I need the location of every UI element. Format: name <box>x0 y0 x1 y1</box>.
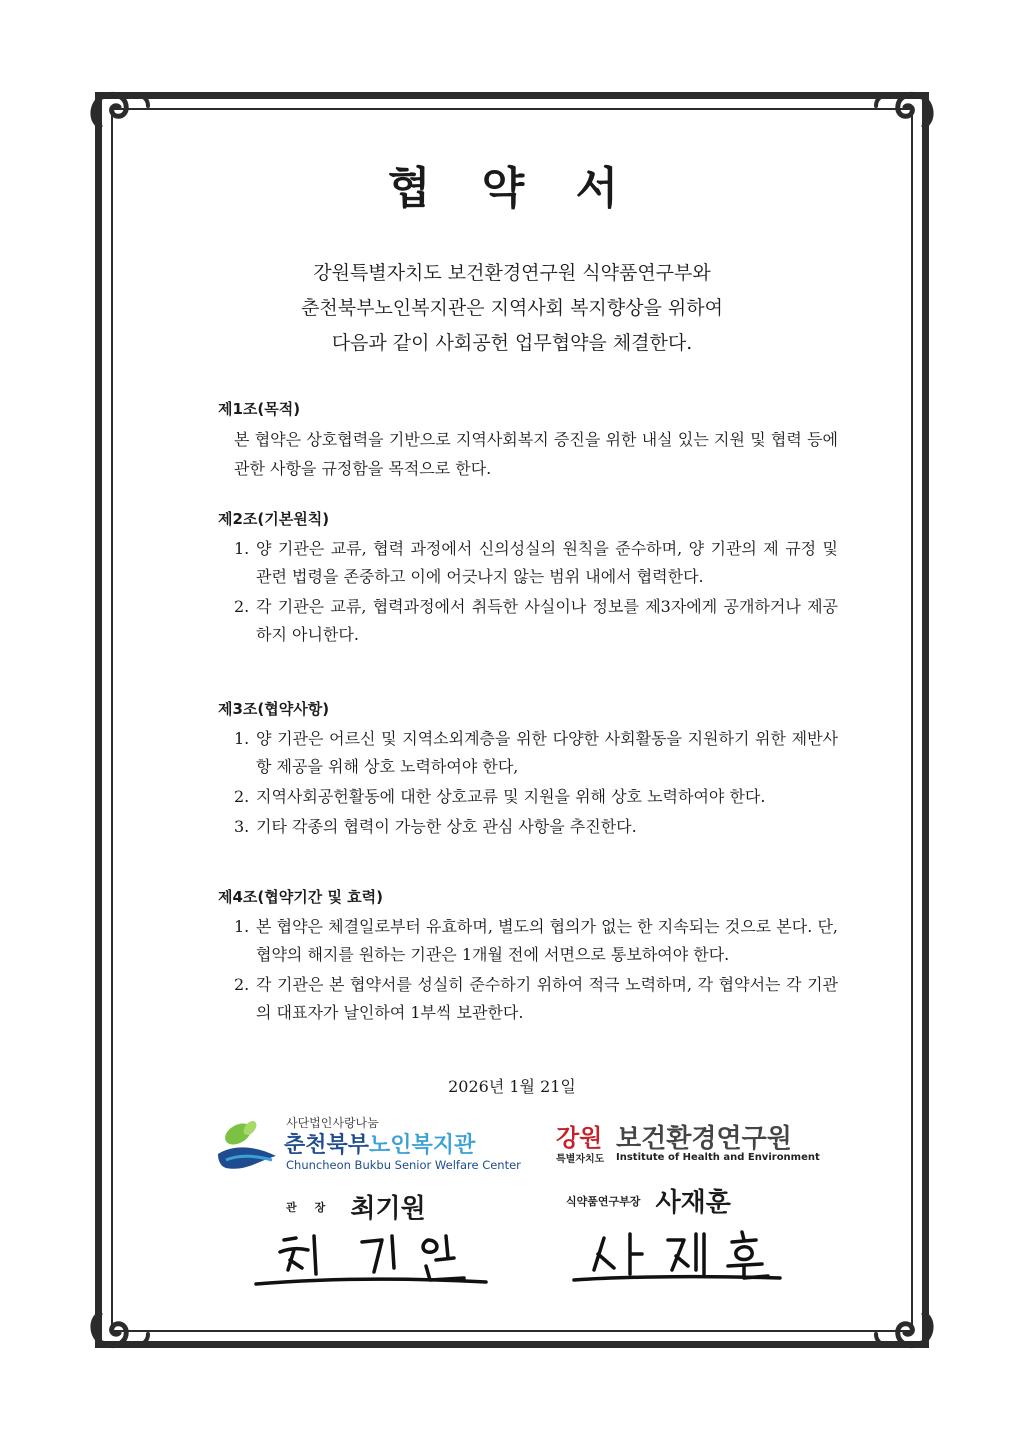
article-item <box>218 593 838 649</box>
item-number: 2. <box>234 787 250 806</box>
corner-ornament-icon <box>868 82 938 152</box>
item-text: 양 기관은 교류, 협력 과정에서 신의성실의 원칙을 준수하며, 양 기관의 제 규정 및 관련 법령을 존중하고 이에 어긋나지 않는 범위 내에서 협력한다. <box>256 539 838 586</box>
article-item <box>218 913 838 969</box>
article-1 <box>218 398 838 483</box>
left-signer <box>286 1188 426 1225</box>
article-4 <box>218 886 838 1029</box>
document-title: 협 약 서 <box>387 163 637 214</box>
item-number: 3. <box>234 817 250 836</box>
gangwon-mark-subtitle: 특별자치도 <box>556 1154 605 1165</box>
welfare-center-name <box>284 1128 475 1159</box>
article-3 <box>218 698 838 843</box>
agreement-date: 2026년 1월 21일 <box>448 1077 576 1096</box>
item-number: 2. <box>234 975 250 994</box>
intro-paragraph <box>0 256 1024 361</box>
article-title: 제4조(협약기간 및 효력) <box>218 888 384 906</box>
research-institute-english-name: Institute of Health and Environment <box>616 1152 820 1163</box>
item-text: 각 기관은 교류, 협력과정에서 취득한 사실이나 정보를 제3자에게 공개하거나 제공하지 아니한다. <box>256 597 838 644</box>
welfare-center-emblem-icon <box>216 1116 280 1176</box>
item-text: 양 기관은 어르신 및 지역소외계층을 위한 다양한 사회활동을 지원하기 위한 제반사항 제공을 위해 상호 노력하여야 한다, <box>256 729 838 776</box>
research-institute-name: 보건환경연구원 <box>616 1124 792 1154</box>
research-institute-logo <box>556 1118 820 1168</box>
intro-line: 강원특별자치도 보건환경연구원 식약품연구부와 <box>313 262 711 284</box>
article-body: 본 협약은 상호협력을 기반으로 지역사회복지 증진을 위한 내실 있는 지원 및 협력 등에 관한 사항을 규정함을 목적으로 한다. <box>234 430 838 478</box>
item-text: 각 기관은 본 협약서를 성실히 준수하기 위하여 적극 노력하며, 각 협약서는 각 기관의 대표자가 날인하여 1부씩 보관한다. <box>256 975 838 1022</box>
left-signer-role: 관장 <box>286 1200 344 1214</box>
welfare-center-name-part1: 춘천북부 <box>284 1133 370 1158</box>
article-2 <box>218 508 838 651</box>
article-item <box>218 813 838 841</box>
item-text: 본 협약은 체결일로부터 유효하며, 별도의 협의가 없는 한 지속되는 것으로 본다. 단, 협약의 해지를 원하는 기관은 1개월 전에 서면으로 통보하여야 한다. <box>256 917 838 964</box>
corner-ornament-icon <box>86 1288 156 1358</box>
article-item <box>218 535 838 591</box>
right-signer <box>566 1182 731 1219</box>
right-signer-role: 식약품연구부장 <box>566 1194 641 1208</box>
item-number: 2. <box>234 597 250 616</box>
article-title: 제1조(목적) <box>218 400 301 418</box>
item-number: 1. <box>234 729 250 748</box>
intro-line: 춘천북부노인복지관은 지역사회 복지향상을 위하여 <box>301 297 723 319</box>
item-text: 지역사회공헌활동에 대한 상호교류 및 지원을 위해 상호 노력하여야 한다. <box>256 787 766 806</box>
left-handwritten-signature <box>250 1228 490 1288</box>
item-text: 기타 각종의 협력이 가능한 상호 관심 사항을 추진한다. <box>256 817 637 836</box>
intro-line: 다음과 같이 사회공헌 업무협약을 체결한다. <box>331 332 693 354</box>
article-title: 제2조(기본원칙) <box>218 510 330 528</box>
welfare-center-name-part2: 노인복지관 <box>369 1133 476 1158</box>
article-item <box>218 783 838 811</box>
welfare-center-english-name: Chuncheon Bukbu Senior Welfare Center <box>286 1158 521 1172</box>
article-title: 제3조(협약사항) <box>218 700 330 718</box>
corner-ornament-icon <box>86 82 156 152</box>
item-number: 1. <box>234 917 250 936</box>
gangwon-mark: 강원 <box>556 1124 603 1152</box>
welfare-center-logo <box>216 1114 521 1178</box>
left-signer-name: 최기원 <box>350 1194 426 1224</box>
corner-ornament-icon <box>868 1288 938 1358</box>
right-signer-name: 사재훈 <box>655 1188 731 1218</box>
welfare-center-subtitle: 사단법인사랑나눔 <box>286 1116 379 1130</box>
article-item <box>218 971 838 1027</box>
article-item <box>218 725 838 781</box>
right-handwritten-signature <box>572 1226 782 1286</box>
item-number: 1. <box>234 539 250 558</box>
